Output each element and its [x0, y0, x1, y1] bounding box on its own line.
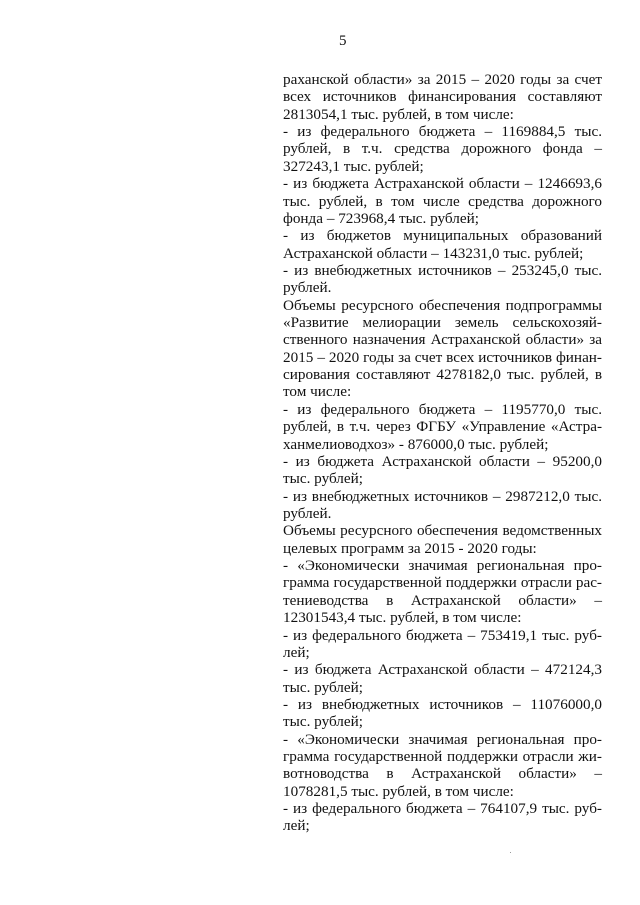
- page-number: 5: [339, 33, 347, 49]
- text-line: 12301543,4 тыс. рублей, в том числе:: [283, 609, 522, 627]
- text-line: - из бюджета Астраханской области – 95200,0: [283, 452, 602, 470]
- text-line: - из бюджета Астраханской области – 1246693,6: [283, 175, 602, 193]
- text-line: рублей, в т.ч. средства дорожного фонда –: [283, 140, 602, 158]
- text-line: рублей.: [283, 504, 332, 522]
- text-line: фонда – 723968,4 тыс. рублей;: [283, 209, 479, 227]
- text-line: лей;: [283, 817, 310, 835]
- text-line: рублей, в т.ч. через ФГБУ «Управление «Астра-: [283, 418, 602, 436]
- text-line: - из бюджета Астраханской области – 472124,3: [283, 661, 602, 679]
- text-line: ханмелиоводхоз» - 876000,0 тыс. рублей;: [283, 435, 549, 453]
- text-line: Объемы ресурсного обеспечения ведомственных: [283, 522, 602, 540]
- text-line: 2813054,1 тыс. рублей, в том числе:: [283, 105, 514, 123]
- text-line: раханской области» за 2015 – 2020 годы за счет: [283, 71, 602, 88]
- text-line: - «Экономически значимая региональная про-: [283, 730, 602, 748]
- text-line: - из внебюджетных источников – 2987212,0 тыс.: [283, 487, 602, 505]
- text-line: - из федерального бюджета – 1195770,0 тыс.: [283, 400, 602, 418]
- text-line: рублей.: [283, 279, 332, 297]
- text-line: тыс. рублей;: [283, 678, 363, 696]
- body-text: [283, 71, 602, 835]
- text-line: грамма государственной поддержки отрасли жи-: [283, 748, 602, 766]
- text-line: 2015 – 2020 годы за счет всех источников финан-: [283, 348, 602, 366]
- text-line: лей;: [283, 643, 310, 661]
- text-line: Астраханской области – 143231,0 тыс. рублей;: [283, 244, 584, 262]
- text-line: - из внебюджетных источников – 253245,0 тыс.: [283, 261, 602, 279]
- text-line: грамма государственной поддержки отрасли рас-: [283, 574, 602, 592]
- text-line: - из внебюджетных источников – 11076000,0: [283, 695, 602, 713]
- text-line: тениеводства в Астраханской области» –: [283, 591, 602, 609]
- text-line: тыс. рублей, в том числе средства дорожного: [283, 192, 602, 210]
- text-line: тыс. рублей;: [283, 713, 363, 731]
- text-line: - из федерального бюджета – 764107,9 тыс. руб-: [283, 800, 602, 818]
- text-line: сирования составляют 4278182,0 тыс. рублей, в: [283, 366, 602, 384]
- text-line: Объемы ресурсного обеспечения подпрограммы: [283, 296, 602, 314]
- text-line: тыс. рублей;: [283, 470, 363, 488]
- text-line: - «Экономически значимая региональная про-: [283, 557, 602, 575]
- text-line: - из федерального бюджета – 1169884,5 тыс.: [283, 123, 602, 141]
- text-line: вотноводства в Астраханской области» –: [283, 765, 602, 783]
- text-line: - из федерального бюджета – 753419,1 тыс. руб-: [283, 626, 602, 644]
- text-line: 1078281,5 тыс. рублей, в том числе:: [283, 782, 514, 800]
- scan-speck: [510, 852, 511, 853]
- text-line: всех источников финансирования составляют: [283, 88, 602, 106]
- text-line: том числе:: [283, 383, 352, 401]
- text-line: - из бюджетов муниципальных образований: [283, 227, 602, 245]
- text-line: целевых программ за 2015 - 2020 годы:: [283, 539, 537, 557]
- text-line: «Развитие мелиорации земель сельскохозяй-: [283, 314, 602, 332]
- text-line: 327243,1 тыс. рублей;: [283, 157, 424, 175]
- text-line: ственного назначения Астраханской области» за: [283, 331, 602, 349]
